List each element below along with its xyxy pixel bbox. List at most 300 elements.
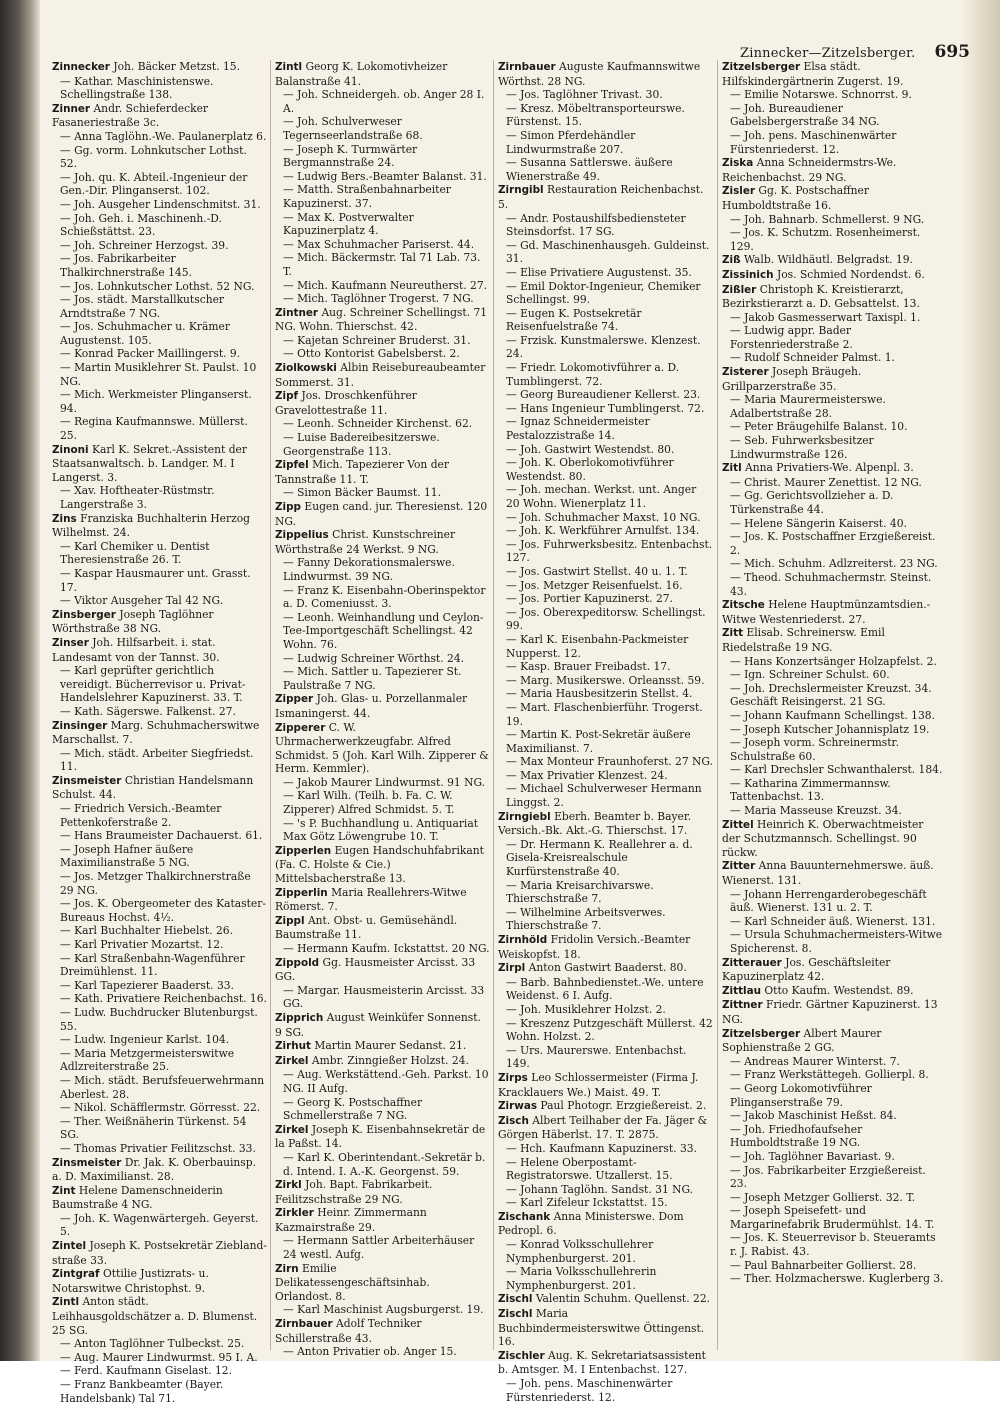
entry-surname: Zinnecker — [52, 61, 110, 73]
directory-entry — [275, 211, 490, 238]
entry-text: — Hans Ingenieur Tumblingerst. 72. — [506, 401, 705, 415]
directory-entry — [275, 652, 490, 666]
directory-entry — [52, 102, 267, 130]
directory-entry — [498, 415, 713, 442]
directory-entry — [498, 239, 713, 266]
entry-surname: Zintl — [52, 1296, 80, 1309]
entry-text: Elisab. Schreinersw. Emil Riedelstraße 19 NG. — [722, 626, 885, 654]
entry-surname: Zittel — [722, 818, 754, 831]
entry-surname: Zischl — [498, 1308, 533, 1321]
entry-text: — Kath. Sägerswe. Falkenst. 27. — [60, 704, 236, 718]
directory-entry — [275, 292, 490, 306]
entry-text: — Kaspar Hausmaurer unt. Grasst. 17. — [60, 566, 251, 594]
directory-entry — [275, 389, 490, 417]
directory-entry — [498, 102, 713, 129]
entry-text: — Karl Wilh. (Teilh. b. Fa. C. W. Zipperer) Alfred Schmidst. 5. T. — [283, 789, 455, 817]
directory-entry — [498, 129, 713, 156]
entry-text: — Joh. K. Oberlokomotivführer Westendst. 80. — [506, 456, 674, 483]
directory-entry — [498, 524, 713, 538]
directory-entry — [275, 431, 490, 458]
directory-entry — [722, 517, 944, 531]
directory-entry — [275, 1039, 490, 1054]
directory-entry — [498, 701, 713, 728]
directory-entry — [275, 279, 490, 293]
directory-entry — [722, 1027, 944, 1055]
directory-entry — [498, 606, 713, 633]
entry-text: — Joseph Speisefett- und Margarinefabrik Brudermühlst. 14. T. — [730, 1204, 935, 1231]
directory-entry — [498, 565, 713, 579]
entry-text: — Jos. K. Schutzm. Rosenheimerst. 129. — [730, 226, 921, 253]
directory-entry — [722, 804, 944, 818]
entry-surname: Zischler — [498, 1349, 545, 1362]
directory-entry — [52, 664, 267, 705]
entry-text: — Karl K. Eisenbahn-Packmeister Nupperst. 12. — [506, 632, 689, 660]
entry-text: — Jos. Fabrikarbeiter Erzgießereist. 23. — [730, 1163, 926, 1191]
entry-text: Heinr. Zimmermann Kazmairstraße 29. — [275, 1206, 427, 1234]
entry-surname: Zint — [52, 1184, 76, 1197]
entry-surname: Zirnbauer — [275, 1318, 333, 1331]
entry-text: — Franz Bankbeamter (Bayer. Handelsbank) Tal 71. — [60, 1378, 224, 1405]
directory-entry — [275, 458, 490, 486]
directory-entry — [498, 1114, 713, 1142]
directory-entry — [722, 984, 944, 999]
directory-entry — [498, 511, 713, 525]
entry-surname: Zirkl — [275, 1179, 302, 1192]
entry-text: — Jos. Schuhmacher u. Krämer Augustenst. 105. — [60, 320, 230, 347]
directory-entry — [498, 88, 713, 102]
entry-text: — Mart. Flaschenbierführ. Trogerst. 19. — [506, 700, 703, 728]
directory-entry — [52, 130, 267, 144]
entry-text: — Martin K. Post-Sekretär äußere Maximilianst. 7. — [506, 728, 691, 755]
entry-text: Paul Photogr. Erzgießereist. 2. — [540, 1099, 707, 1113]
entry-text: — Theod. Schuhmachermstr. Steinst. 43. — [730, 570, 932, 598]
directory-entry — [275, 417, 490, 431]
directory-entry — [722, 311, 944, 325]
directory-entry — [275, 1345, 490, 1359]
directory-entry — [498, 1307, 713, 1349]
entry-text: — Emil Doktor-Ingenieur, Chemiker Schellingst. 99. — [506, 279, 701, 307]
directory-entry — [722, 253, 944, 268]
entry-text: — Karl Drechsler Schwanthalerst. 184. — [730, 763, 943, 777]
directory-entry — [722, 1068, 944, 1082]
directory-entry — [275, 956, 490, 984]
entry-surname: Zisch — [498, 1114, 529, 1127]
entry-text: — Mich. Schuhm. Adlzreiterst. 23 NG. — [730, 557, 938, 571]
entry-text: Joseph Taglöhner Wörthstraße 38 NG. — [52, 607, 214, 636]
directory-entry — [722, 598, 944, 626]
directory-entry — [52, 843, 267, 870]
entry-text: — Jos. K. Postschaffner Erzgießereist. 2. — [730, 530, 936, 557]
entry-text: Eugen cand. jur. Theresienst. 120 NG. — [275, 500, 488, 528]
directory-entry — [722, 1123, 944, 1150]
directory-entry — [275, 844, 490, 886]
entry-text: — Hans Braumeister Dachauerst. 61. — [60, 829, 263, 843]
directory-entry — [52, 1156, 267, 1184]
directory-entry — [722, 956, 944, 984]
entry-text: — Maria Kreisarchivarswe. Thierschstraße 7. — [506, 878, 654, 906]
directory-entry — [52, 1212, 267, 1239]
entry-text: — Hans Konzertsänger Holzapfelst. 2. — [730, 654, 937, 668]
entry-surname: Zißler — [722, 283, 757, 296]
directory-entry — [722, 818, 944, 860]
directory-entry — [498, 976, 713, 1003]
entry-text: — Karl Privatier Mozartst. 12. — [60, 938, 224, 951]
entry-text: Anna Bauunternehmerswe. äuß. Wienerst. 131. — [722, 859, 934, 888]
entry-text: — Ther. Holzmacherswe. Kuglerberg 3. — [730, 1272, 944, 1286]
entry-surname: Zissinich — [722, 268, 774, 281]
entry-text: — Leonh. Schneider Kirchenst. 62. — [283, 417, 473, 431]
directory-entry — [498, 307, 713, 334]
entry-surname: Zintl — [275, 61, 303, 73]
entry-text: — Regina Kaufmannswe. Müllerst. 25. — [60, 415, 248, 443]
entry-text: — Joseph Hafner äußere Maximilianstraße 5 NG. — [60, 842, 194, 870]
entry-text: Ottilie Justizrats- u. Notarswitwe Christophst. 9. — [52, 1267, 209, 1295]
entry-surname: Zipperlin — [275, 886, 328, 899]
directory-entry — [52, 719, 267, 747]
entry-text: — Karl Schneider äuß. Wienerst. 131. — [730, 914, 936, 928]
directory-entry — [498, 212, 713, 239]
directory-entry — [498, 1156, 713, 1183]
directory-entry — [275, 334, 490, 348]
entry-text: Restauration Reichenbachst. 5. — [498, 183, 704, 211]
entry-text: — Joh. pens. Maschinenwärter Fürstenriederst. 12. — [730, 128, 897, 156]
directory-entry — [498, 1071, 713, 1099]
directory-entry — [275, 1123, 490, 1151]
entry-text: — Kreszenz Putzgeschäft Müllerst. 42 Wohn. Holzst. 2. — [506, 1016, 713, 1044]
entry-text: Joh. Bäcker Metzst. 15. — [113, 60, 240, 73]
entry-text: Friedr. Gärtner Kapuzinerst. 13 NG. — [722, 998, 938, 1026]
entry-text: — Hch. Kaufmann Kapuzinerst. 33. — [506, 1141, 697, 1155]
directory-entry — [52, 1184, 267, 1212]
directory-entry — [498, 674, 713, 688]
directory-entry — [498, 769, 713, 783]
directory-entry — [52, 388, 267, 415]
directory-entry — [52, 1115, 267, 1142]
directory-entry — [275, 556, 490, 583]
entry-text: — Jos. Gastwirt Stellst. 40 u. 1. T. — [506, 564, 688, 578]
directory-entry — [275, 1178, 490, 1206]
entry-text: — Mich. städt. Berufsfeuerwehrmann Aberlest. 28. — [60, 1073, 265, 1101]
directory-entry — [722, 736, 944, 763]
directory-entry — [52, 144, 267, 171]
directory-entry — [498, 402, 713, 416]
directory-entry — [52, 415, 267, 442]
entry-text: Fridolin Versich.-Beamter Weiskopfst. 18. — [498, 933, 691, 961]
entry-text: Anton städt. Leihhausgoldschätzer a. D. Blumenst. 25 SG. — [52, 1295, 258, 1337]
directory-entry — [275, 183, 490, 210]
directory-entry — [498, 1044, 713, 1071]
entry-text: — Luise Badereibesitzerswe. Georgenstraße 113. — [283, 431, 440, 458]
entry-text: Anna Ministerswe. Dom Pedropl. 6. — [498, 1209, 684, 1238]
entry-text: Jos. Schmied Nordendst. 6. — [776, 267, 925, 281]
entry-text: Anton Gastwirt Baaderst. 80. — [528, 961, 687, 975]
entry-text: — Aug. Maurer Lindwurmst. 95 I. A. — [60, 1350, 258, 1364]
entry-text: — Jakob Gasmesserwart Taxispl. 1. — [730, 310, 921, 324]
directory-entry — [498, 280, 713, 307]
entry-text: — Ludwig Bers.-Beamter Balanst. 31. — [283, 169, 487, 183]
directory-entry — [722, 571, 944, 598]
entry-surname: Zirngiebl — [498, 810, 551, 823]
entry-text: Helene Hauptmünzamtsdien.-Witwe Westenriederst. 27. — [722, 598, 931, 626]
entry-text: Albert Teilhaber der Fa. Jäger & Görgen Häberlst. 17. T. 2875. — [498, 1113, 708, 1142]
entry-text: — Susanna Sattlerswe. äußere Wienerstraße 49. — [506, 156, 673, 183]
entry-text: — Ther. Weißnäherin Türkenst. 54 SG. — [60, 1114, 247, 1142]
column-divider — [717, 60, 718, 1350]
directory-entry — [275, 306, 490, 334]
column-divider — [270, 60, 271, 1350]
entry-text: — Jos. Portier Kapuzinerst. 27. — [506, 592, 673, 606]
entry-text: Maria Buchbindermeisterswitwe Öttingenst. 16. — [498, 1307, 705, 1349]
directory-entry — [275, 886, 490, 914]
entry-text: Eugen Handschuhfabrikant (Fa. C. Holste & Cie.) Mittelsbacherstraße 13. — [275, 843, 484, 886]
entry-text: Aug. K. Sekretariatsassistent b. Amtsger. M. I Entenbachst. 127. — [498, 1348, 706, 1377]
entry-text: — Barb. Bahnbedienstet.-We. untere Weidenst. 6 I. Aufg. — [506, 975, 704, 1003]
entry-text: — Anna Taglöhn.-We. Paulanerplatz 6. — [60, 129, 267, 143]
entry-text: — Matth. Straßenbahnarbeiter Kapuzinerst. 37. — [283, 183, 451, 210]
directory-entry — [275, 914, 490, 942]
entry-surname: Zirngibl — [498, 184, 544, 197]
entry-surname: Ziolkowski — [275, 362, 337, 375]
entry-surname: Zisterer — [722, 366, 769, 379]
entry-text: Jos. Geschäftsleiter Kapuzinerplatz 42. — [722, 955, 891, 984]
entry-surname: Zintner — [275, 306, 319, 319]
directory-entry — [722, 1191, 944, 1205]
directory-entry — [275, 942, 490, 956]
entry-surname: Zipperer — [275, 721, 326, 734]
entry-text: — Karl Tapezierer Baaderst. 33. — [60, 978, 234, 992]
directory-entry — [52, 1364, 267, 1378]
directory-entry — [498, 633, 713, 660]
directory-entry — [52, 870, 267, 897]
entry-text: Jos. Droschkenführer Gravelottestraße 11. — [275, 389, 417, 417]
directory-entry — [52, 320, 267, 347]
entry-text: — Frzisk. Kunstmalerswe. Klenzest. 24. — [506, 333, 701, 361]
directory-entry — [722, 476, 944, 490]
directory-entry — [52, 1239, 267, 1267]
directory-entry — [722, 129, 944, 156]
directory-entry — [52, 443, 267, 485]
entry-text: — Karl Chemiker u. Dentist Theresienstraße 26. T. — [60, 539, 210, 567]
directory-entry — [275, 789, 490, 816]
directory-entry — [275, 115, 490, 142]
directory-column-2 — [275, 60, 490, 1359]
directory-entry — [52, 75, 267, 102]
directory-entry — [52, 1267, 267, 1295]
directory-entry — [722, 324, 944, 351]
directory-entry — [722, 268, 944, 283]
entry-text: — Joseph Kutscher Johannisplatz 19. — [730, 722, 930, 736]
entry-text: — Simon Pferdehändler Lindwurmstraße 207. — [506, 128, 636, 156]
entry-text: Gg. K. Postschaffner Humboldtstraße 16. — [722, 184, 869, 212]
directory-entry — [498, 1099, 713, 1114]
directory-entry — [275, 361, 490, 389]
entry-surname: Zipper — [275, 693, 314, 706]
entry-surname: Zintgraf — [52, 1268, 100, 1281]
column-divider — [493, 60, 494, 1350]
directory-entry — [52, 1295, 267, 1337]
directory-entry — [722, 530, 944, 557]
directory-entry — [498, 1349, 713, 1377]
entry-text: — Ursula Schuhmachermeisters-Witwe Spicherenst. 8. — [730, 928, 943, 955]
entry-text: — Mich. Werkmeister Plinganserst. 94. — [60, 388, 252, 415]
directory-entry — [275, 143, 490, 170]
directory-entry — [52, 198, 267, 212]
directory-entry — [52, 239, 267, 253]
directory-entry — [498, 1292, 713, 1307]
directory-entry — [275, 1206, 490, 1234]
entry-surname: Zirpl — [498, 962, 526, 975]
entry-surname: Zinoni — [52, 443, 89, 456]
entry-text: — Georg Lokomotivführer Plinganserstraße 79. — [730, 1081, 872, 1109]
entry-text: — Johann Kaufmann Schellingst. 138. — [730, 708, 935, 722]
directory-entry — [722, 1109, 944, 1123]
entry-text: — Joh. Bahnarb. Schmellerst. 9 NG. — [730, 212, 925, 226]
entry-text: — Joh. K. Wagenwärtergeh. Geyerst. 5. — [60, 1211, 259, 1239]
entry-text: — Jos. städt. Marstallkutscher Arndtstraße 7 NG. — [60, 293, 225, 320]
directory-entry — [275, 88, 490, 115]
entry-text: — Ludw. Ingenieur Karlst. 104. — [60, 1033, 230, 1047]
entry-text: — Max K. Postverwalter Kapuzinerplatz 4. — [283, 210, 414, 238]
directory-entry — [52, 1101, 267, 1115]
directory-entry — [722, 1082, 944, 1109]
directory-entry — [52, 171, 267, 198]
entry-text: Walb. Wildhäutl. Belgradst. 19. — [743, 253, 913, 267]
entry-text: Christian Handelsmann Schulst. 44. — [52, 773, 254, 802]
directory-entry — [498, 1377, 713, 1404]
directory-entry — [275, 584, 490, 611]
directory-entry — [52, 897, 267, 924]
directory-entry — [498, 183, 713, 211]
entry-text: — Max Privatier Klenzest. 24. — [506, 768, 668, 782]
entry-text: — Seb. Fuhrwerksbesitzer Lindwurmstraße 126. — [730, 434, 874, 461]
entry-text: — Jos. Fabrikarbeiter Thalkirchnerstraße 145. — [60, 252, 192, 279]
entry-text: — Johann Taglöhn. Sandst. 31 NG. — [506, 1182, 694, 1196]
entry-text: — Ign. Schreiner Schulst. 60. — [730, 668, 890, 682]
entry-text: Helene Damenschneiderin Baumstraße 4 NG. — [52, 1183, 223, 1212]
entry-text: Joseph K. Eisenbahnsekretär de la Paßst. 14. — [275, 1122, 486, 1151]
entry-surname: Zitzelsberger — [722, 1027, 801, 1040]
page-edge — [962, 0, 1000, 1361]
directory-entry — [722, 1164, 944, 1191]
entry-text: — Joh. Bureaudiener Gabelsbergerstraße 34 NG. — [730, 101, 880, 129]
directory-column-1 — [52, 60, 267, 1405]
entry-text: — Simon Bäcker Baumst. 11. — [283, 486, 442, 500]
entry-text: — Karl Straßenbahn-Wagenführer Dreimühlenst. 11. — [60, 951, 245, 979]
entry-text: Joh. Bapt. Fabrikarbeit. Feilitzschstraße 29 NG. — [275, 1178, 433, 1206]
entry-text: — Joseph vorm. Schreinermstr. Schulstraße 60. — [730, 736, 899, 763]
directory-entry — [52, 347, 267, 361]
entry-surname: Zisler — [722, 185, 756, 198]
entry-surname: Zirkel — [275, 1054, 309, 1067]
directory-entry — [498, 933, 713, 961]
directory-entry — [722, 1272, 944, 1286]
directory-entry — [52, 293, 267, 320]
entry-surname: Zinsmeister — [52, 1156, 122, 1169]
directory-entry — [498, 266, 713, 280]
entry-text: — Viktor Ausgeher Tal 42 NG. — [60, 594, 224, 608]
entry-text: Georg K. Lokomotivheizer Balanstraße 41. — [275, 60, 448, 88]
directory-entry — [722, 859, 944, 887]
directory-entry — [498, 592, 713, 606]
directory-entry — [498, 687, 713, 701]
entry-surname: Zippl — [275, 914, 305, 927]
entry-text: — Emilie Notarswe. Schnorrst. 9. — [730, 88, 912, 102]
entry-text: — Gg. vorm. Lohnkutscher Lothst. 52. — [60, 143, 247, 171]
entry-text: — Jos. Fuhrwerksbesitz. Entenbachst. 127. — [506, 537, 713, 565]
entry-text: — Christ. Maurer Zenettist. 12 NG. — [730, 475, 922, 489]
entry-text: Joseph K. Postsekretär Ziebland-straße 33. — [52, 1239, 267, 1267]
entry-text: Aug. Schreiner Schellingst. 71 NG. Wohn. Thierschst. 42. — [275, 305, 488, 334]
entry-surname: Zinner — [52, 102, 91, 115]
directory-entry — [722, 1231, 944, 1258]
directory-entry — [722, 461, 944, 476]
entry-surname: Zirn — [275, 1262, 299, 1275]
entry-text: — Maria Hausbesitzerin Stellst. 4. — [506, 687, 693, 701]
directory-entry — [498, 1196, 713, 1210]
entry-text: — Maria Metzgermeisterswitwe Adlzreiterstraße 25. — [60, 1046, 235, 1074]
directory-entry — [52, 280, 267, 294]
entry-surname: Zischl — [498, 1293, 533, 1306]
entry-text: — Peter Bräugehilfe Balanst. 10. — [730, 420, 908, 434]
entry-surname: Zirhut — [275, 1040, 311, 1053]
entry-text: — Jakob Maurer Lindwurmst. 91 NG. — [283, 775, 486, 789]
entry-text: Karl K. Sekret.-Assistent der Staatsanwaltsch. b. Landger. M. I Langerst. 3. — [52, 442, 247, 484]
directory-entry — [275, 60, 490, 88]
entry-text: — Andreas Maurer Winterst. 7. — [730, 1054, 900, 1068]
directory-entry — [52, 829, 267, 843]
entry-text: — Max Schuhmacher Pariserst. 44. — [283, 237, 475, 251]
entry-text: — Ludw. Buchdrucker Blutenburgst. 55. — [60, 1005, 258, 1033]
directory-entry — [275, 776, 490, 790]
directory-entry — [52, 1142, 267, 1156]
directory-entry — [498, 483, 713, 510]
directory-entry — [722, 723, 944, 737]
entry-text: — Karl Maschinist Augsburgerst. 19. — [283, 1303, 484, 1317]
directory-entry — [275, 665, 490, 692]
directory-entry — [498, 1238, 713, 1265]
entry-text: — Hermann Kaufm. Ickstattst. 20 NG. — [283, 942, 490, 955]
directory-entry — [498, 60, 713, 88]
entry-text: — Joh. Ausgeher Lindenschmitst. 31. — [60, 197, 261, 211]
entry-text: — Jos. K. Steuerrevisor b. Steueramts r. J. Rabist. 43. — [730, 1231, 936, 1259]
directory-entry — [52, 252, 267, 279]
entry-text: — Ignaz Schneidermeister Pestalozzistraße 14. — [506, 415, 650, 443]
entry-surname: Zitt — [722, 627, 744, 640]
entry-surname: Zins — [52, 512, 77, 525]
directory-entry — [52, 1351, 267, 1365]
directory-entry — [722, 668, 944, 682]
entry-text: Mich. Tapezierer Von der Tannstraße 11. T. — [275, 458, 449, 486]
directory-entry — [498, 443, 713, 457]
entry-text: — Kajetan Schreiner Bruderst. 31. — [283, 333, 471, 347]
directory-entry — [722, 156, 944, 184]
directory-entry — [52, 1047, 267, 1074]
entry-text: — Joh. Taglöhner Bavariast. 9. — [730, 1149, 895, 1163]
directory-entry — [275, 347, 490, 361]
directory-entry — [275, 1068, 490, 1095]
directory-entry — [52, 1378, 267, 1405]
entry-text: Valentin Schuhm. Quellenst. 22. — [535, 1292, 711, 1306]
directory-entry — [52, 512, 267, 540]
entry-text: — Kasp. Brauer Freibadst. 17. — [506, 660, 671, 674]
entry-text: — Joseph K. Turmwärter Bergmannstraße 24. — [283, 142, 418, 170]
entry-text: — Mich. städt. Arbeiter Siegfriedst. 11. — [60, 746, 254, 774]
entry-text: Ambr. Zinngießer Holzst. 24. — [311, 1053, 469, 1067]
directory-entry — [52, 567, 267, 594]
directory-entry — [498, 579, 713, 593]
entry-text: Elsa städt. Hilfskindergärtnerin Zugerst. 19. — [722, 60, 904, 88]
entry-text: — Karl Zifeleur Ickstattst. 15. — [506, 1196, 668, 1210]
